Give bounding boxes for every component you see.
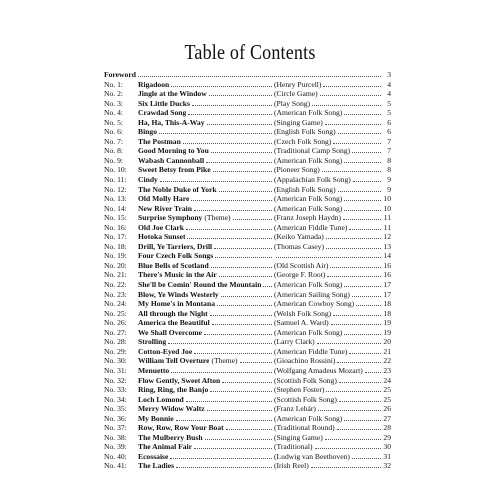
dot-leader xyxy=(194,353,272,354)
toc-origin: (Ludwig van Beethoven) xyxy=(274,451,350,461)
toc-origin: (Thomas Casey) xyxy=(274,241,324,251)
toc-title: The Animal Fair xyxy=(138,442,193,452)
toc-origin: (Stephen Foster) xyxy=(274,385,325,395)
toc-number: No. 33: xyxy=(104,385,127,395)
toc-title: Old Joe Clark xyxy=(138,222,184,232)
toc-row[interactable] xyxy=(104,442,391,452)
dot-leader xyxy=(210,391,272,392)
dot-leader xyxy=(315,448,381,449)
toc-page-number: 4 xyxy=(387,79,391,89)
toc-row[interactable] xyxy=(104,356,391,366)
dot-leader xyxy=(320,95,381,96)
toc-page-number: 31 xyxy=(383,451,391,461)
dot-leader xyxy=(226,429,272,430)
toc-origin: (Traditional Round) xyxy=(274,423,335,433)
dot-leader xyxy=(233,219,273,220)
dot-leader xyxy=(365,372,381,373)
toc-title: My Bonnie xyxy=(138,413,174,423)
toc-page-number: 7 xyxy=(387,136,391,146)
toc-page-number: 25 xyxy=(383,385,391,395)
dot-leader xyxy=(330,267,381,268)
toc-page-number: 6 xyxy=(387,127,391,137)
toc-page-number: 5 xyxy=(387,98,391,108)
toc-page-number: 27 xyxy=(383,413,391,423)
toc-row[interactable] xyxy=(104,366,391,376)
toc-page-number: 14 xyxy=(383,251,391,261)
toc-number: No. 25: xyxy=(104,308,127,318)
toc-page-number: 17 xyxy=(383,289,391,299)
toc-title: Flow Gently, Sweet Afton xyxy=(138,375,221,385)
toc-row[interactable] xyxy=(104,165,391,175)
toc-page-number: 29 xyxy=(383,432,391,442)
toc-origin: (American Folk Song) xyxy=(274,155,343,165)
toc-title: There's Music in the Air xyxy=(138,270,217,280)
toc-origin: (Wolfgang Amadeus Mozart) xyxy=(274,365,363,375)
dot-leader xyxy=(339,401,381,402)
toc-page-number: 16 xyxy=(383,270,391,280)
dot-leader xyxy=(349,353,381,354)
toc-number: No. 40: xyxy=(104,451,127,461)
toc-row[interactable] xyxy=(104,242,391,252)
toc-page-number: 6 xyxy=(387,117,391,127)
dot-leader xyxy=(326,238,381,239)
toc-number: No. 14: xyxy=(104,203,127,213)
toc-row[interactable] xyxy=(104,280,391,290)
toc-number: No. 16: xyxy=(104,222,127,232)
toc-origin: (American Cowboy Song) xyxy=(274,299,355,309)
toc-row[interactable] xyxy=(104,347,391,357)
dot-leader xyxy=(331,324,381,325)
toc-page-number: 16 xyxy=(383,260,391,270)
toc-title: The Postman xyxy=(138,136,181,146)
dot-leader xyxy=(352,152,381,153)
toc-row[interactable] xyxy=(104,452,391,462)
toc-row[interactable] xyxy=(104,461,391,471)
toc-title: Ecossaise xyxy=(138,451,169,461)
dot-leader xyxy=(322,171,381,172)
toc-number: No. 6: xyxy=(104,127,123,137)
toc-title: Strolling xyxy=(138,337,167,347)
toc-page-number: 5 xyxy=(387,108,391,118)
toc-title: Six Little Ducks xyxy=(138,98,190,108)
toc-number: No. 15: xyxy=(104,213,127,223)
toc-number: No. 38: xyxy=(104,432,127,442)
toc-number: No. 17: xyxy=(104,232,127,242)
toc-origin: (Henry Purcell) xyxy=(274,79,322,89)
toc-page-number: 11 xyxy=(383,213,391,223)
toc-title: All through the Night xyxy=(138,308,208,318)
dot-leader xyxy=(219,191,272,192)
dot-leader xyxy=(326,248,381,249)
toc-number: No. 9: xyxy=(104,155,123,165)
toc-number: No. 22: xyxy=(104,280,127,290)
toc-page-number: 7 xyxy=(387,146,391,156)
dot-leader xyxy=(349,229,381,230)
dot-leader xyxy=(186,229,272,230)
toc-title: New River Train xyxy=(138,203,192,213)
toc-row[interactable] xyxy=(104,99,391,109)
toc-origin: (George F. Root) xyxy=(274,270,326,280)
toc-row[interactable] xyxy=(104,290,391,300)
toc-row[interactable] xyxy=(104,108,391,118)
toc-page-number: 26 xyxy=(383,404,391,414)
toc-row[interactable] xyxy=(104,299,391,309)
toc-page-number: 13 xyxy=(383,241,391,251)
toc-number: No. 19: xyxy=(104,251,127,261)
toc-title: America the Beautiful xyxy=(138,318,210,328)
toc-row[interactable] xyxy=(104,328,391,338)
dot-leader xyxy=(187,238,272,239)
toc-title-note: (Theme) xyxy=(204,213,231,223)
dot-leader xyxy=(312,105,381,106)
dot-leader xyxy=(217,305,272,306)
dot-leader xyxy=(352,296,381,297)
toc-origin: (Samuel A. Ward) xyxy=(274,318,329,328)
dot-leader xyxy=(214,248,272,249)
toc-origin: (Circle Game) xyxy=(274,89,318,99)
dot-leader xyxy=(221,296,272,297)
toc-title: Drill, Ye Tarriers, Drill xyxy=(138,241,213,251)
toc-row[interactable] xyxy=(104,194,391,204)
toc-title: Blow, Ye Winds Westerly xyxy=(138,289,219,299)
dot-leader xyxy=(183,143,272,144)
toc-page-number: 12 xyxy=(383,232,391,242)
toc-number: No. 3: xyxy=(104,98,123,108)
dot-leader xyxy=(327,276,381,277)
toc-number: No. 31: xyxy=(104,365,127,375)
dot-leader xyxy=(338,133,381,134)
toc-number: No. 37: xyxy=(104,423,127,433)
dot-leader xyxy=(317,343,381,344)
toc-origin: (Czech Folk Song) xyxy=(274,136,332,146)
toc-origin: (American Fiddle Tune) xyxy=(274,222,348,232)
toc-row[interactable] xyxy=(104,423,391,433)
toc-entry-list xyxy=(104,80,391,471)
toc-origin: (Appalachian Folk Song) xyxy=(274,175,351,185)
toc-title: Surprise Symphony xyxy=(138,213,203,223)
page-title: Table of Contents xyxy=(184,40,316,64)
toc-number: No. 2: xyxy=(104,89,123,99)
toc-title: Sweet Betsy from Pike xyxy=(138,165,211,175)
toc-title: Ring, Ring, the Banjo xyxy=(138,385,209,395)
toc-row[interactable] xyxy=(104,232,391,242)
toc-row[interactable] xyxy=(104,376,391,386)
toc-number: No. 20: xyxy=(104,260,127,270)
dot-leader xyxy=(206,162,272,163)
toc-origin: (Welsh Folk Song) xyxy=(274,308,332,318)
dot-leader xyxy=(171,86,272,87)
dot-leader xyxy=(186,401,272,402)
toc-row-foreword[interactable] xyxy=(104,70,391,80)
dot-leader xyxy=(263,286,272,287)
dot-leader xyxy=(171,372,272,373)
toc-number: No. 27: xyxy=(104,327,127,337)
toc-row[interactable] xyxy=(104,118,391,128)
toc-title: Rigadoon xyxy=(138,79,170,89)
dot-leader xyxy=(191,200,272,201)
toc-origin: (Franz Lehár) xyxy=(274,404,316,414)
dot-leader xyxy=(205,439,272,440)
dot-leader xyxy=(204,334,272,335)
toc-origin: (American Folk Song) xyxy=(274,108,343,118)
toc-page-number: 25 xyxy=(383,394,391,404)
toc-origin: (English Folk Song) xyxy=(274,127,336,137)
toc-number: No. 7: xyxy=(104,136,123,146)
dot-leader xyxy=(325,124,381,125)
toc-row[interactable] xyxy=(104,270,391,280)
toc-page-number: 8 xyxy=(387,155,391,165)
dot-leader xyxy=(222,382,272,383)
toc-title: Menuetto xyxy=(138,365,170,375)
dot-leader xyxy=(194,210,272,211)
dot-leader xyxy=(343,219,381,220)
toc-page-number: 8 xyxy=(387,165,391,175)
toc-origin: (American Folk Song) xyxy=(274,280,343,290)
toc-title: Cotton-Eyed Joe xyxy=(138,346,193,356)
toc-number: No. 4: xyxy=(104,108,123,118)
toc-row[interactable] xyxy=(104,204,391,214)
toc-number: No. 30: xyxy=(104,356,127,366)
toc-page-number: 32 xyxy=(383,461,391,471)
toc-title: Cindy xyxy=(138,175,158,185)
toc-origin: (Singing Game) xyxy=(274,432,323,442)
toc-title: Jingle at the Window xyxy=(138,89,207,99)
dot-leader xyxy=(344,210,381,211)
dot-leader xyxy=(344,334,381,335)
toc-origin: (American Sailing Song) xyxy=(274,289,350,299)
toc-row[interactable] xyxy=(104,223,391,233)
toc-title: The Noble Duke of York xyxy=(138,184,217,194)
toc-number: No. 35: xyxy=(104,404,127,414)
toc-row[interactable] xyxy=(104,251,391,261)
toc-number: No. 23: xyxy=(104,289,127,299)
dot-leader xyxy=(353,181,381,182)
dot-leader xyxy=(219,276,272,277)
dot-leader xyxy=(160,181,272,182)
toc-title: Four Czech Folk Songs xyxy=(138,251,214,261)
toc-title: Wabash Cannonball xyxy=(138,155,205,165)
toc-number: No. 32: xyxy=(104,375,127,385)
toc-row[interactable] xyxy=(104,185,391,195)
toc-origin: (Singing Game) xyxy=(274,117,323,127)
toc-title: Old Molly Hare xyxy=(138,194,190,204)
dot-leader xyxy=(212,324,272,325)
dot-leader xyxy=(311,467,381,468)
toc-number: No. 5: xyxy=(104,117,123,127)
toc-row[interactable] xyxy=(104,175,391,185)
dot-leader xyxy=(339,382,381,383)
dot-leader xyxy=(338,191,381,192)
toc-page-number: 10 xyxy=(383,203,391,213)
toc-number: No. 12: xyxy=(104,184,127,194)
dot-leader xyxy=(333,143,381,144)
toc-title: Row, Row, Row Your Boat xyxy=(138,423,224,433)
dot-leader xyxy=(211,267,272,268)
toc-page-number: 21 xyxy=(383,346,391,356)
dot-leader xyxy=(176,420,272,421)
toc-page-number: 20 xyxy=(383,337,391,347)
toc-title: Crawdad Song xyxy=(138,108,187,118)
toc-page-number: 9 xyxy=(387,184,391,194)
toc-title: The Ladies xyxy=(138,461,175,471)
dot-leader xyxy=(168,343,272,344)
dot-leader xyxy=(337,362,381,363)
toc-row[interactable] xyxy=(104,156,391,166)
toc-title: Blue Bells of Scotland xyxy=(138,260,209,270)
toc-title: Bingo xyxy=(138,127,157,137)
dot-leader xyxy=(333,315,381,316)
dot-leader xyxy=(210,315,272,316)
toc-number: No. 41: xyxy=(104,461,127,471)
toc-title: We Shall Overcome xyxy=(138,327,202,337)
toc-number: No. 21: xyxy=(104,270,127,280)
dot-leader xyxy=(192,105,272,106)
toc-row[interactable] xyxy=(104,385,391,395)
toc-origin: (Franz Joseph Haydn) xyxy=(274,213,342,223)
toc-row[interactable] xyxy=(104,80,391,90)
toc-title: Hotoka Sunset xyxy=(138,232,186,242)
toc-origin: (Traditional) xyxy=(274,442,313,452)
faint-header-watermark xyxy=(120,2,380,24)
toc-page-number: 23 xyxy=(383,365,391,375)
toc-page-number: 18 xyxy=(383,308,391,318)
dot-leader xyxy=(344,286,381,287)
toc-title: Merry Widow Waltz xyxy=(138,404,205,414)
toc-row[interactable] xyxy=(104,318,391,328)
toc-origin: (American Folk Song) xyxy=(274,413,343,423)
dot-leader xyxy=(207,410,272,411)
toc-page-number: 19 xyxy=(383,327,391,337)
dot-leader xyxy=(194,448,272,449)
toc-number: No. 10: xyxy=(104,165,127,175)
toc-page-number: 11 xyxy=(383,222,391,232)
table-of-contents xyxy=(104,70,391,471)
dot-leader xyxy=(344,200,381,201)
toc-number: No. 1: xyxy=(104,79,123,89)
toc-page-number: 9 xyxy=(387,175,391,185)
toc-number: No. 11: xyxy=(104,175,127,185)
toc-origin: (English Folk Song) xyxy=(274,184,336,194)
dot-leader xyxy=(138,76,381,77)
dot-leader xyxy=(240,362,272,363)
toc-number: No. 26: xyxy=(104,318,127,328)
toc-row[interactable] xyxy=(104,213,391,223)
toc-row[interactable] xyxy=(104,395,391,405)
toc-row[interactable] xyxy=(104,309,391,319)
dot-leader xyxy=(211,152,272,153)
toc-number: No. 34: xyxy=(104,394,127,404)
toc-page-number: 24 xyxy=(383,375,391,385)
toc-origin: (Traditional Camp Song) xyxy=(274,146,351,156)
toc-title: Ha, Ha, This-A-Way xyxy=(138,117,205,127)
toc-row[interactable] xyxy=(104,127,391,137)
dot-leader xyxy=(207,124,272,125)
toc-title: Foreword xyxy=(104,70,136,79)
dot-leader xyxy=(325,439,381,440)
toc-number: No. 18: xyxy=(104,241,127,251)
toc-row[interactable] xyxy=(104,433,391,443)
dot-leader xyxy=(344,162,381,163)
dot-leader xyxy=(176,467,272,468)
toc-row[interactable] xyxy=(104,337,391,347)
toc-origin: (American Fiddle Tune) xyxy=(274,346,348,356)
toc-number: No. 28: xyxy=(104,337,127,347)
toc-page-number: 3 xyxy=(387,70,391,79)
toc-page-number: 17 xyxy=(383,280,391,290)
toc-page-number: 10 xyxy=(383,194,391,204)
toc-number: No. 36: xyxy=(104,413,127,423)
toc-title: My Home's in Montana xyxy=(138,299,215,309)
toc-title-note: (Theme) xyxy=(211,356,238,366)
toc-origin: (Pioneer Song) xyxy=(274,165,320,175)
toc-title: Loch Lomond xyxy=(138,394,184,404)
toc-origin: (Play Song) xyxy=(274,98,311,108)
dot-leader xyxy=(352,458,381,459)
dot-leader xyxy=(326,391,381,392)
toc-row[interactable] xyxy=(104,404,391,414)
toc-number: No. 24: xyxy=(104,299,127,309)
dot-leader xyxy=(209,95,272,96)
toc-origin: (American Folk Song) xyxy=(274,327,343,337)
toc-number: No. 13: xyxy=(104,194,127,204)
dot-leader xyxy=(159,133,272,134)
toc-row[interactable] xyxy=(104,137,391,147)
toc-number: No. 8: xyxy=(104,146,123,156)
dot-leader xyxy=(213,171,272,172)
toc-number: No. 29: xyxy=(104,346,127,356)
toc-title: The Mulberry Bush xyxy=(138,432,203,442)
toc-page-number: 18 xyxy=(383,299,391,309)
dot-leader xyxy=(344,114,381,115)
toc-origin: (Scottish Folk Song) xyxy=(274,375,337,385)
dot-leader xyxy=(318,410,381,411)
dot-leader xyxy=(337,429,381,430)
dot-leader xyxy=(323,86,381,87)
dot-leader xyxy=(188,114,272,115)
toc-page-number: 28 xyxy=(383,423,391,433)
toc-row[interactable] xyxy=(104,146,391,156)
toc-page-number: 30 xyxy=(383,442,391,452)
toc-number: No. 39: xyxy=(104,442,127,452)
toc-origin: (Irish Reel) xyxy=(274,461,309,471)
dot-leader xyxy=(276,257,381,258)
toc-origin: (Larry Clark) xyxy=(274,337,315,347)
toc-row[interactable] xyxy=(104,261,391,271)
toc-origin: (American Folk Song) xyxy=(274,203,343,213)
toc-page-number: 22 xyxy=(383,356,391,366)
toc-origin: (Scottish Folk Song) xyxy=(274,394,337,404)
toc-row[interactable] xyxy=(104,414,391,424)
dot-leader xyxy=(170,458,272,459)
dot-leader xyxy=(215,257,272,258)
toc-origin: (Gioachino Rossini) xyxy=(274,356,336,366)
toc-title: William Tell Overture xyxy=(138,356,210,366)
toc-origin: (Keiko Yamada) xyxy=(274,232,324,242)
toc-origin: (American Folk Song) xyxy=(274,194,343,204)
dot-leader xyxy=(344,420,381,421)
toc-origin: (Old Scottish Air) xyxy=(274,260,329,270)
dot-leader xyxy=(356,305,381,306)
toc-title: She'll be Comin' Round the Mountain xyxy=(138,280,262,290)
toc-page-number: 4 xyxy=(387,89,391,99)
toc-title: Good Morning to You xyxy=(138,146,209,156)
toc-page-number: 19 xyxy=(383,318,391,328)
toc-row[interactable] xyxy=(104,89,391,99)
